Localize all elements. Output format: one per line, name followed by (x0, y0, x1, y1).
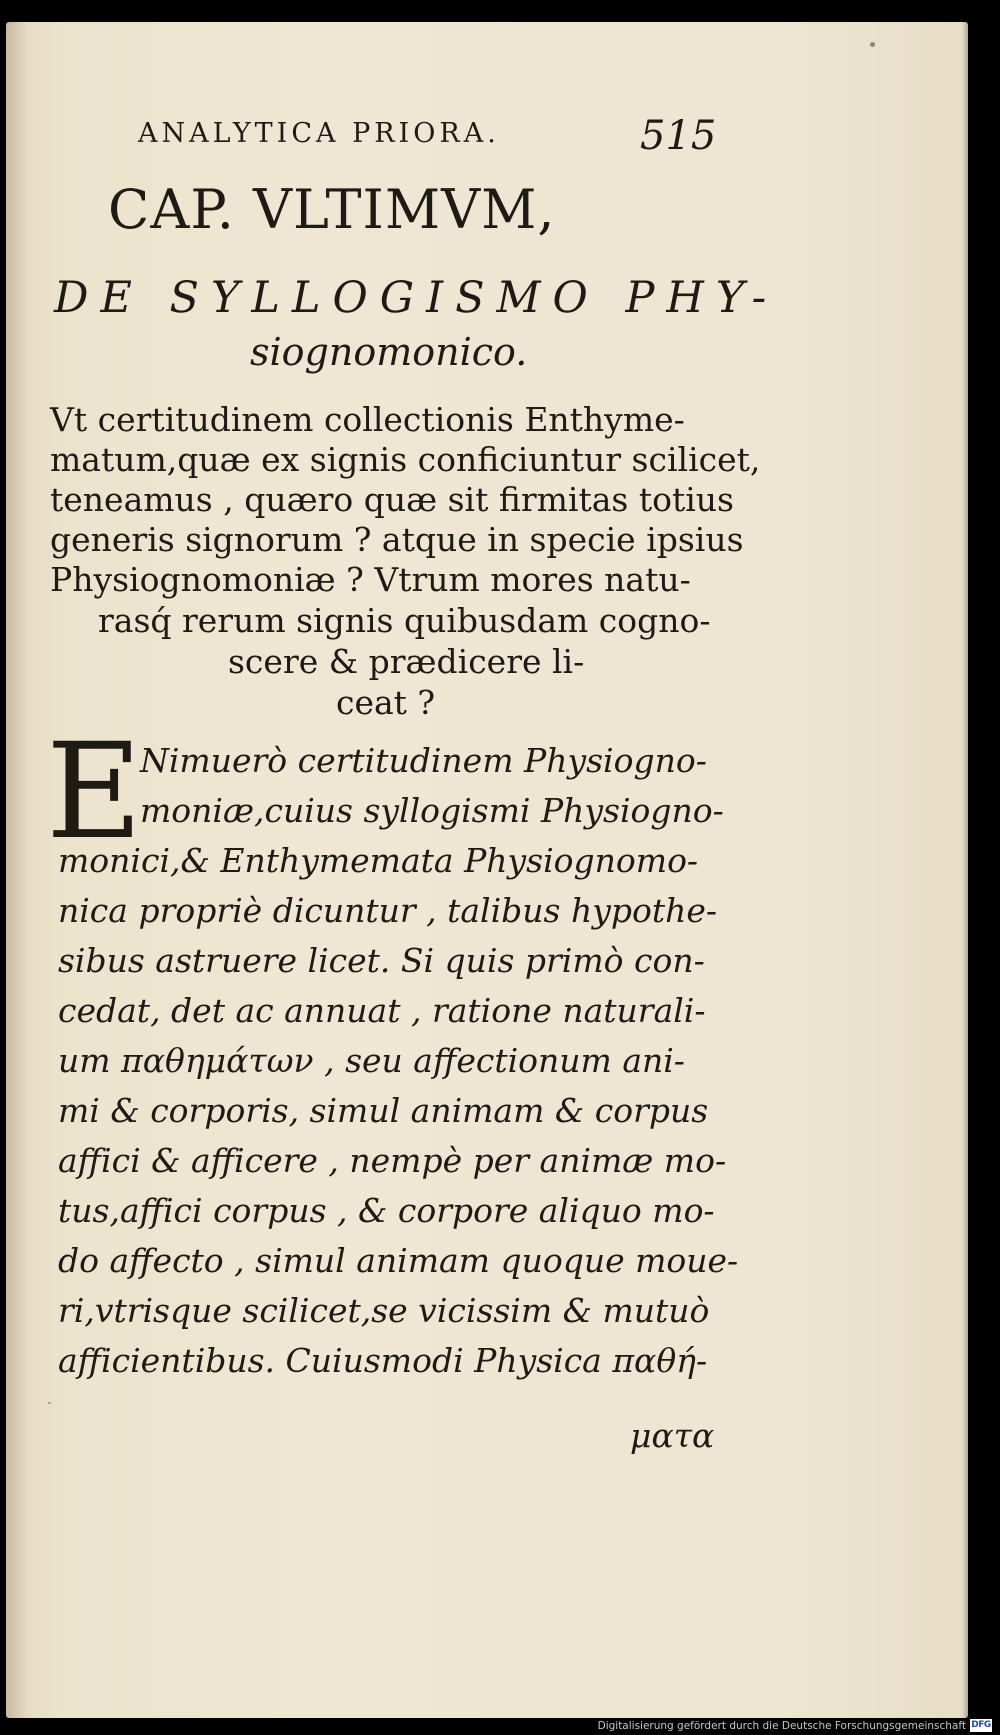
body-line: mi & corporis, simul animam & corpus (58, 1091, 709, 1130)
paper-fleck (48, 1402, 51, 1404)
body-line: cedat, det ac annuat , ratione naturali- (58, 991, 706, 1030)
question-line: generis signorum ? atque in specie ipsius (50, 520, 744, 559)
catchword: ματα (630, 1416, 715, 1455)
question-line: ceat ? (336, 683, 436, 722)
paper-fleck (870, 42, 875, 47)
gutter-shadow (6, 22, 28, 1718)
chapter-subtitle-line: DE SYLLOGISMO PHY- (54, 273, 779, 323)
chapter-title: CAP. VLTIMVM, (108, 178, 556, 241)
question-line: matum,quæ ex signis conficiuntur scilicet, (50, 440, 761, 479)
page-edge (962, 22, 968, 1718)
running-head: ANALYTICA PRIORA. (138, 118, 500, 149)
question-line: teneamus , quæro quæ sit firmitas totius (50, 480, 734, 519)
page-number: 515 (640, 113, 717, 159)
body-line: afficientibus. Cuiusmodi Physica παθή- (58, 1341, 708, 1380)
question-line: Physiognomoniæ ? Vtrum mores natu- (50, 560, 691, 599)
dfg-logo: DFG (971, 1720, 991, 1730)
body-line: do affecto , simul animam quoque moue- (58, 1241, 739, 1280)
body-line: nica propriè dicuntur , talibus hypothe- (58, 891, 718, 930)
body-line: Nimuerò certitudinem Physiogno- (140, 741, 707, 780)
body-line: ri,vtrisque scilicet,se vicissim & mutuò (58, 1291, 710, 1330)
question-line: rasq́ rerum signis quibusdam cogno- (98, 601, 711, 640)
question-line: scere & prædicere li- (228, 642, 585, 681)
body-line: sibus astruere licet. Si quis primò con- (58, 941, 705, 980)
chapter-subtitle-line: siognomonico. (250, 330, 528, 374)
body-line: um παθημάτων , seu affectionum ani- (58, 1041, 685, 1080)
body-line: tus,affici corpus , & corpore aliquo mo- (58, 1191, 715, 1230)
body-line: moniæ,cuius syllogismi Physiogno- (140, 791, 724, 830)
body-line: monici,& Enthymemata Physiognomo- (58, 841, 699, 880)
body-line: affici & afficere , nempè per animæ mo- (58, 1141, 727, 1180)
question-line: Vt certitudinem collectionis Enthyme- (50, 400, 685, 439)
digitization-credit: Digitalisierung gefördert durch die Deutsche Forschungsgemeinschaft (597, 1720, 966, 1732)
drop-cap: E (46, 715, 143, 869)
